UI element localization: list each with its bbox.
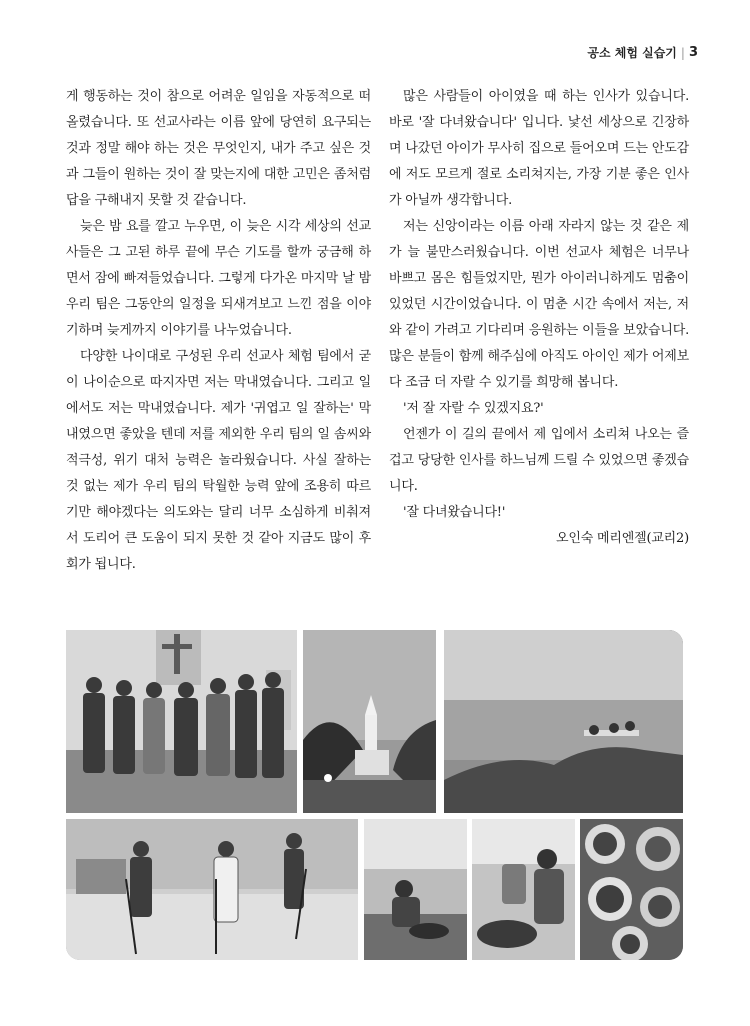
quote-line: '저 잘 자랄 수 있겠지요?' [403, 401, 544, 416]
section-title: 공소 체험 실습기 [587, 46, 677, 60]
page-number: 3 [688, 45, 698, 60]
author-signature: 오인숙 메리엔젤(교리2) [556, 531, 689, 546]
kitchen-prep [364, 819, 467, 960]
cooking-pot [472, 819, 575, 960]
paragraph: 저는 신앙이라는 이름 아래 자라지 않는 것 같은 제가 늘 불만스러웠습니다. 이번 선교사 체험은 너무나 바쁘고 몸은 힘들었지만, 뭔가 아이러니하게도 멈춤이 있었던 시간이었습니다. 이 멈춘 시간 속에서 저는, 저와 같이 가려고 기다리며 응원하는 이들을 보았습니다. 많은 분들이 함께 해주심에 아직도 아이인 제가 어제보다 조금 더 자랄 수 있기를 희망해 봅니다. [389, 219, 689, 390]
church-night [303, 630, 436, 813]
mopping-floor [66, 819, 358, 960]
header-separator: | [680, 45, 685, 60]
paragraph: 게 행동하는 것이 참으로 어려운 일임을 자동적으로 떠올렸습니다. 또 선교사라는 이름 앞에 당연히 요구되는 것과 정말 해야 하는 것은 무엇인지, 내가 주고 싶은 것과 그들이 원하는 것이 잘 맞는지에 대한 고민은 좀처럼 답을 구해내지 못할 것 같습니다. [66, 89, 371, 208]
paragraph: 언젠가 이 길의 끝에서 제 입에서 소리쳐 나오는 즐겁고 당당한 인사를 하느님께 드릴 수 있었으면 좋겠습니다. [389, 427, 689, 494]
food-dishes [580, 819, 683, 960]
seaside-cliff [444, 630, 683, 813]
right-text-column [389, 84, 689, 552]
quote-line: '잘 다녀왔습니다!' [403, 505, 506, 520]
left-text-column [66, 84, 371, 578]
group-photo [66, 630, 297, 813]
paragraph: 많은 사람들이 아이였을 때 하는 인사가 있습니다. 바로 '잘 다녀왔습니다' 입니다. 낯선 세상으로 긴장하며 나갔던 아이가 무사히 집으로 들어오며 드는 안도감에 저도 모르게 절로 소리쳐지는, 가장 기분 좋은 인사가 아닐까 생각합니다. [389, 89, 689, 208]
photo-collage [66, 630, 683, 960]
paragraph: 다양한 나이대로 구성된 우리 선교사 체험 팀에서 굳이 나이순으로 따지자면 저는 막내였습니다. 그리고 일에서도 저는 막내였습니다. 제가 '귀엽고 일 잘하는' 막내였으면 좋았을 텐데 저를 제외한 우리 팀의 일 솜씨와 적극성, 위기 대처 능력은 놀라웠습니다. 사실 잘하는 것 없는 제가 우리 팀의 탁월한 능력 앞에 조용히 따르기만 해야겠다는 의도와는 달리 너무 소심하게 비춰져서 도리어 큰 도움이 되지 못한 것 같아 지금도 많이 후회가 됩니다. [66, 349, 371, 572]
page-header [587, 44, 698, 61]
paragraph: 늦은 밤 요를 깔고 누우면, 이 늦은 시각 세상의 선교사들은 그 고된 하루 끝에 무슨 기도를 할까 궁금해 하면서 잠에 빠져들었습니다. 그렇게 다가온 마지막 날 밤 우리 팀은 그동안의 일정을 되새겨보고 느낀 점을 이야기하며 늦게까지 이야기를 나누었습니다. [66, 219, 371, 338]
